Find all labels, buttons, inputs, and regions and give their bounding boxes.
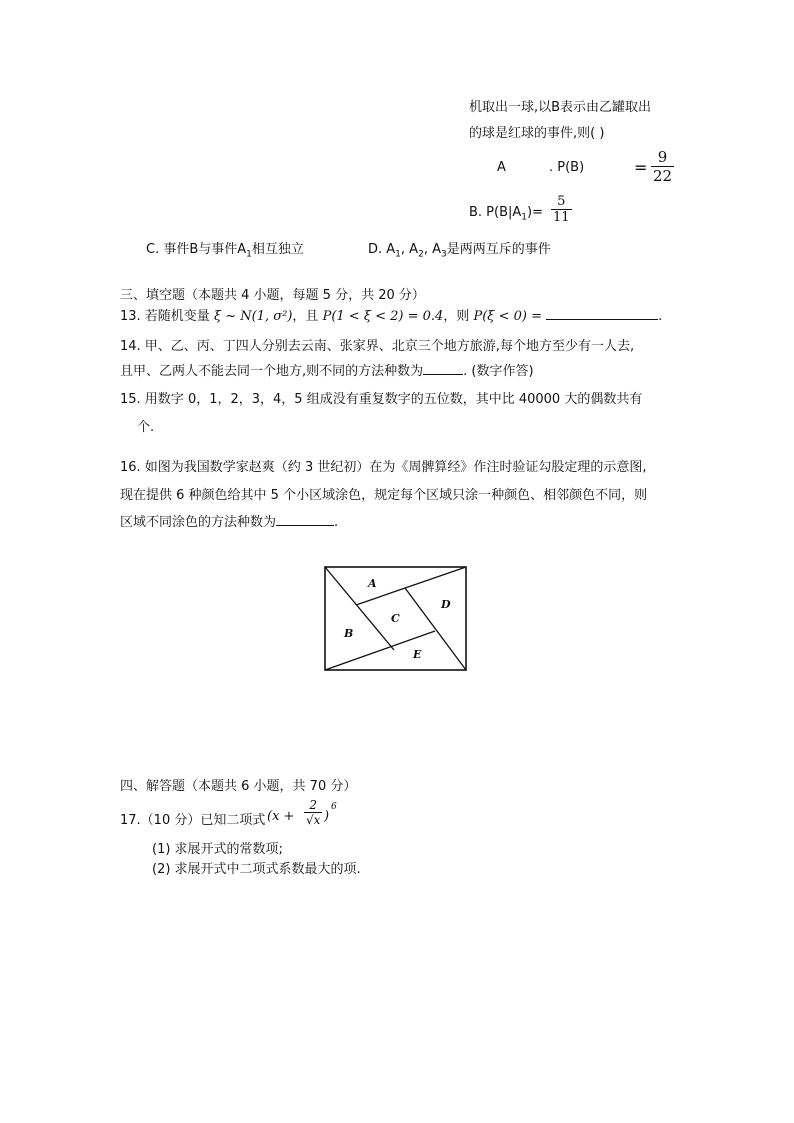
q12-option-a-fraction <box>651 148 674 185</box>
q16-text: 区域不同涂色的方法种数为 <box>120 515 277 530</box>
q13-distribution: ξ ~ N(1, σ²) <box>213 309 293 324</box>
q14-text: 且甲、乙两人不能去同一个地方,则不同的方法种数为 <box>120 364 424 379</box>
q16-end: . <box>334 515 339 530</box>
option-c-prefix: C. 事件B与事件A <box>146 242 247 257</box>
q15-line2: 个. <box>137 420 155 435</box>
q13-end: . <box>658 309 663 324</box>
q15-line1: 15. 用数字 0，1，2，3，4，5 组成没有重复数字的五位数，其中比 40000 大的偶数共有 <box>120 392 643 407</box>
q12-option-a-equals: = <box>634 158 648 177</box>
q16-line2: 现在提供 6 种颜色给其中 5 个小区域涂色，规定每个区域只涂一种颜色、相邻颜色不同，则 <box>120 488 648 503</box>
q17-prefix: 17.（10 分）已知二项式 <box>120 813 266 828</box>
section-4-heading: 四、解答题（本题共 6 小题，共 70 分） <box>120 779 357 794</box>
option-d-sub2: 2 <box>418 249 424 260</box>
fraction-denominator: 11 <box>553 210 570 225</box>
q17-part1: (1) 求展开式的常数项; <box>152 842 283 857</box>
q14-end: . (数字作答) <box>463 364 534 379</box>
region-label-d: D <box>441 598 451 611</box>
option-c-sub: 1 <box>246 249 252 260</box>
q12-option-a-text: . P(B) <box>549 160 585 175</box>
q12-option-a-letter: A <box>497 160 506 175</box>
answer-blank[interactable] <box>546 319 658 320</box>
q12-option-b-text <box>469 205 543 223</box>
option-d-mid1: , A <box>400 242 419 257</box>
q17-expr-open: (x + <box>267 809 295 824</box>
region-label-c: C <box>391 612 400 625</box>
q17-exponent: 6 <box>331 802 337 812</box>
q13-asked-probability: P(ξ < 0) = <box>473 309 542 324</box>
q13-prefix: 13. 若随机变量 <box>120 309 210 324</box>
fraction-numerator: 2 <box>304 798 322 813</box>
q16-line1: 16. 如图为我国数学家赵爽（约 3 世纪初）在为《周髀算经》作注时验证勾股定理的示意图, <box>120 460 647 475</box>
q14-line2 <box>120 360 534 379</box>
q12-option-b-fraction <box>551 194 572 225</box>
q13-mid2: ，则 <box>443 309 470 324</box>
region-label-e: E <box>413 648 422 661</box>
q17-expr-close: ) <box>324 809 330 824</box>
q12-option-d <box>368 238 551 260</box>
q13-given-probability: P(1 < ξ < 2) = 0.4 <box>322 309 444 324</box>
option-b-tail: )= <box>527 205 543 220</box>
q13-mid: ，且 <box>292 309 319 324</box>
q12-option-c <box>146 238 304 260</box>
fraction-denominator: 22 <box>653 167 673 185</box>
fraction-denominator: √x <box>306 813 321 827</box>
option-d-mid2: , A <box>423 242 441 257</box>
option-c-tail: 相互独立 <box>251 242 304 257</box>
answer-blank[interactable] <box>276 525 334 526</box>
section-3-heading: 三、填空题（本题共 4 小题，每题 5 分，共 20 分） <box>120 288 425 303</box>
question-13 <box>120 305 662 324</box>
option-d-prefix: D. A <box>368 242 396 257</box>
fraction-numerator: 5 <box>551 194 572 210</box>
option-d-tail: 是两两互斥的事件 <box>446 242 551 257</box>
option-d-sub1: 1 <box>395 249 401 260</box>
q16-line3 <box>120 511 338 530</box>
region-label-b: B <box>344 627 354 640</box>
answer-blank[interactable] <box>423 374 463 375</box>
q17-fraction <box>304 798 322 827</box>
option-b-sub: 1 <box>521 212 528 223</box>
zhao-shuang-diagram <box>320 562 472 676</box>
diagram-line <box>325 567 394 650</box>
q17-part2: (2) 求展开式中二项式系数最大的项. <box>152 862 361 877</box>
fraction-numerator: 9 <box>651 148 674 167</box>
option-d-sub3: 3 <box>440 249 447 260</box>
option-b-prefix: B. P(B|A <box>469 205 522 220</box>
q12-stem-line2: 的球是红球的事件,则( ) <box>469 126 605 141</box>
q12-stem-line1: 机取出一球,以B表示由乙罐取出 <box>469 100 652 115</box>
q14-line1: 14. 甲、乙、丙、丁四人分别去云南、张家界、北京三个地方旅游,每个地方至少有一人去, <box>120 339 635 354</box>
region-label-a: A <box>368 577 377 590</box>
